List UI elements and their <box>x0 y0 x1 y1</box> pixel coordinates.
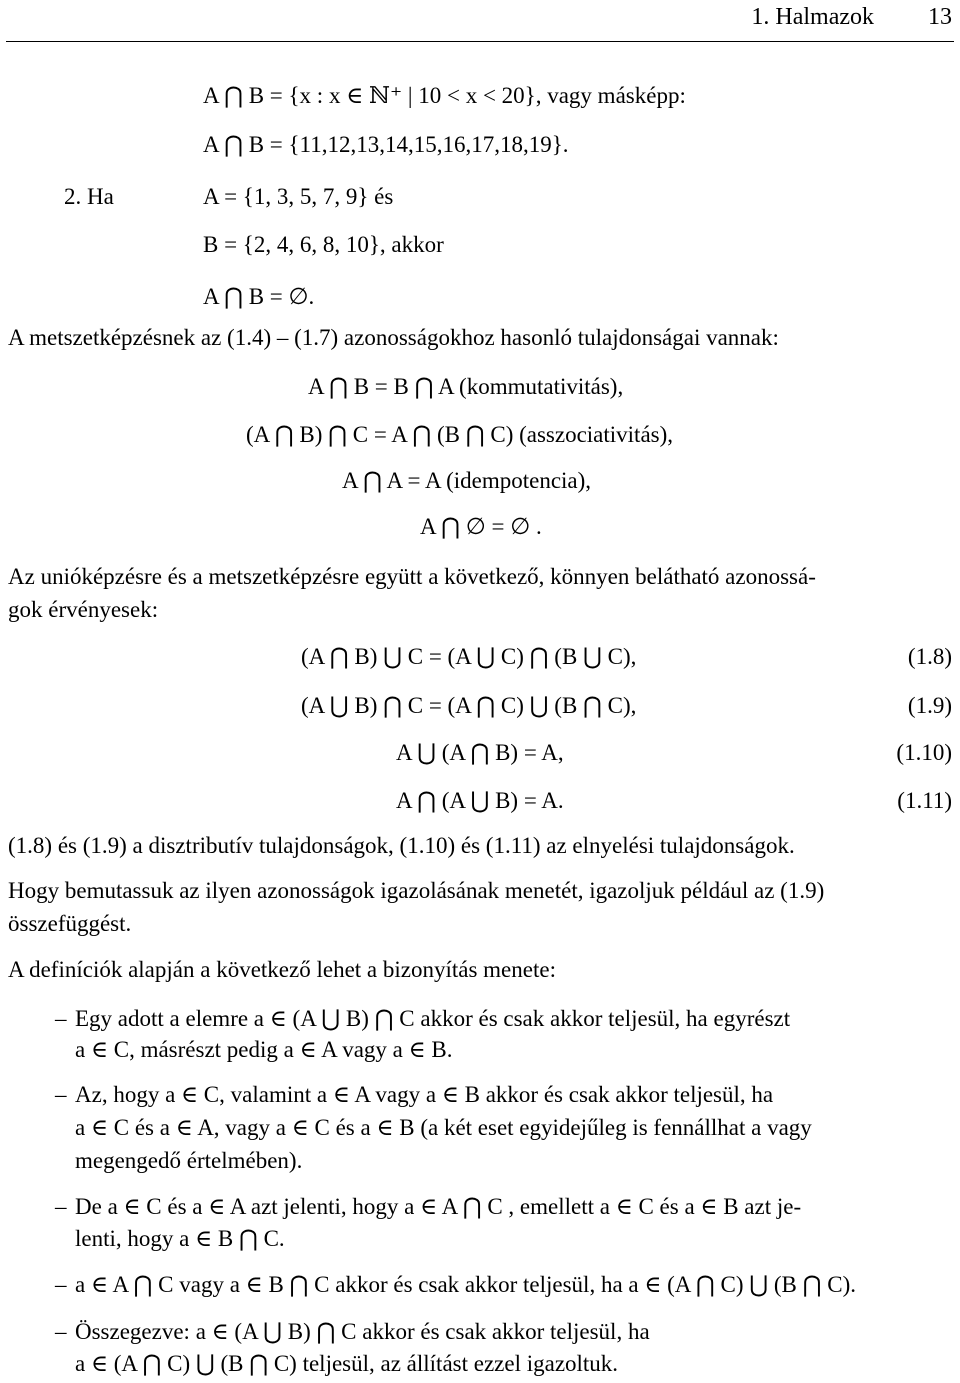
proof-line: megengedő értelmében). <box>75 1148 303 1173</box>
property-associativity: (A ⋂ B) ⋂ C = A ⋂ (B ⋂ C) (asszociativitás), <box>246 422 674 447</box>
body-line: A = {1, 3, 5, 7, 9} és <box>203 184 394 209</box>
property-commutativity: A ⋂ B = B ⋂ A (kommutativitás), <box>308 374 624 399</box>
equation-number: (1.8) <box>907 644 952 669</box>
page-number: 13 <box>928 4 952 30</box>
equation-formula: A ⋂ (A ⋃ B) = A. <box>396 788 564 813</box>
body-line: B = {2, 4, 6, 8, 10}, akkor <box>203 232 444 257</box>
proof-line: Egy adott a elemre a ∈ (A ⋃ B) ⋂ C akkor és csak akkor teljesül, ha egyrészt <box>75 1006 791 1031</box>
proof-line: De a ∈ C és a ∈ A azt jelenti, hogy a ∈ A ⋂ C , emellett a ∈ C és a ∈ B azt je- <box>75 1194 802 1219</box>
bullet-dash: – <box>55 1272 67 1297</box>
running-title: 1. Halmazok <box>751 4 874 30</box>
equation-number: (1.11) <box>897 788 952 813</box>
paragraph-line: A metszetképzésnek az (1.4) – (1.7) azonosságokhoz hasonló tulajdonságai vannak: <box>8 325 779 350</box>
property-empty-set: A ⋂ ∅ = ∅ . <box>420 514 542 539</box>
example-number: 2. Ha <box>64 184 114 209</box>
equation-formula: A ⋃ (A ⋂ B) = A, <box>396 740 564 765</box>
bullet-dash: – <box>55 1194 67 1219</box>
equation-formula: (A ⋂ B) ⋃ C = (A ⋃ C) ⋂ (B ⋃ C), <box>301 644 637 669</box>
property-idempotence: A ⋂ A = A (idempotencia), <box>342 468 592 493</box>
proof-line: a ∈ (A ⋂ C) ⋃ (B ⋂ C) teljesül, az állítást ezzel igazoltuk. <box>75 1351 619 1376</box>
paragraph-line: gok érvényesek: <box>8 597 159 622</box>
equation-formula: (A ⋃ B) ⋂ C = (A ⋂ C) ⋃ (B ⋂ C), <box>301 693 637 718</box>
running-header <box>751 4 952 31</box>
bullet-dash: – <box>55 1082 67 1107</box>
paragraph-line: A definíciók alapján a következő lehet a bizonyítás menete: <box>8 957 556 982</box>
proof-line: Az, hogy a ∈ C, valamint a ∈ A vagy a ∈ B akkor és csak akkor teljesül, ha <box>75 1082 774 1107</box>
paragraph-line: Hogy bemutassuk az ilyen azonosságok igazolásának menetét, igazoljuk például az (1.9) <box>8 878 825 903</box>
equation-number: (1.9) <box>907 693 952 718</box>
equation-number: (1.10) <box>896 740 952 765</box>
body-line: A ⋂ B = {11,12,13,14,15,16,17,18,19}. <box>203 132 569 157</box>
bullet-dash: – <box>55 1319 67 1344</box>
paragraph-line: (1.8) és (1.9) a disztributív tulajdonságok, (1.10) és (1.11) az elnyelési tulajdonságok. <box>8 833 795 858</box>
body-line: A ⋂ B = ∅. <box>203 284 315 309</box>
proof-line: Összegezve: a ∈ (A ⋃ B) ⋂ C akkor és csak akkor teljesül, ha <box>75 1319 650 1344</box>
header-rule <box>6 41 954 42</box>
proof-line: a ∈ C, másrészt pedig a ∈ A vagy a ∈ B. <box>75 1037 453 1062</box>
bullet-dash: – <box>55 1006 67 1031</box>
body-line: A ⋂ B = {x : x ∈ ℕ⁺ | 10 < x < 20}, vagy másképp: <box>203 83 686 108</box>
proof-line: a ∈ A ⋂ C vagy a ∈ B ⋂ C akkor és csak akkor teljesül, ha a ∈ (A ⋂ C) ⋃ (B ⋂ C). <box>75 1272 856 1297</box>
proof-line: a ∈ C és a ∈ A, vagy a ∈ C és a ∈ B (a két eset egyidejűleg is fennállhat a vagy <box>75 1115 812 1140</box>
paragraph-line: Az unióképzésre és a metszetképzésre együtt a következő, könnyen belátható azonossá- <box>8 564 816 589</box>
proof-line: lenti, hogy a ∈ B ⋂ C. <box>75 1226 285 1251</box>
paragraph-line: összefüggést. <box>8 911 132 936</box>
